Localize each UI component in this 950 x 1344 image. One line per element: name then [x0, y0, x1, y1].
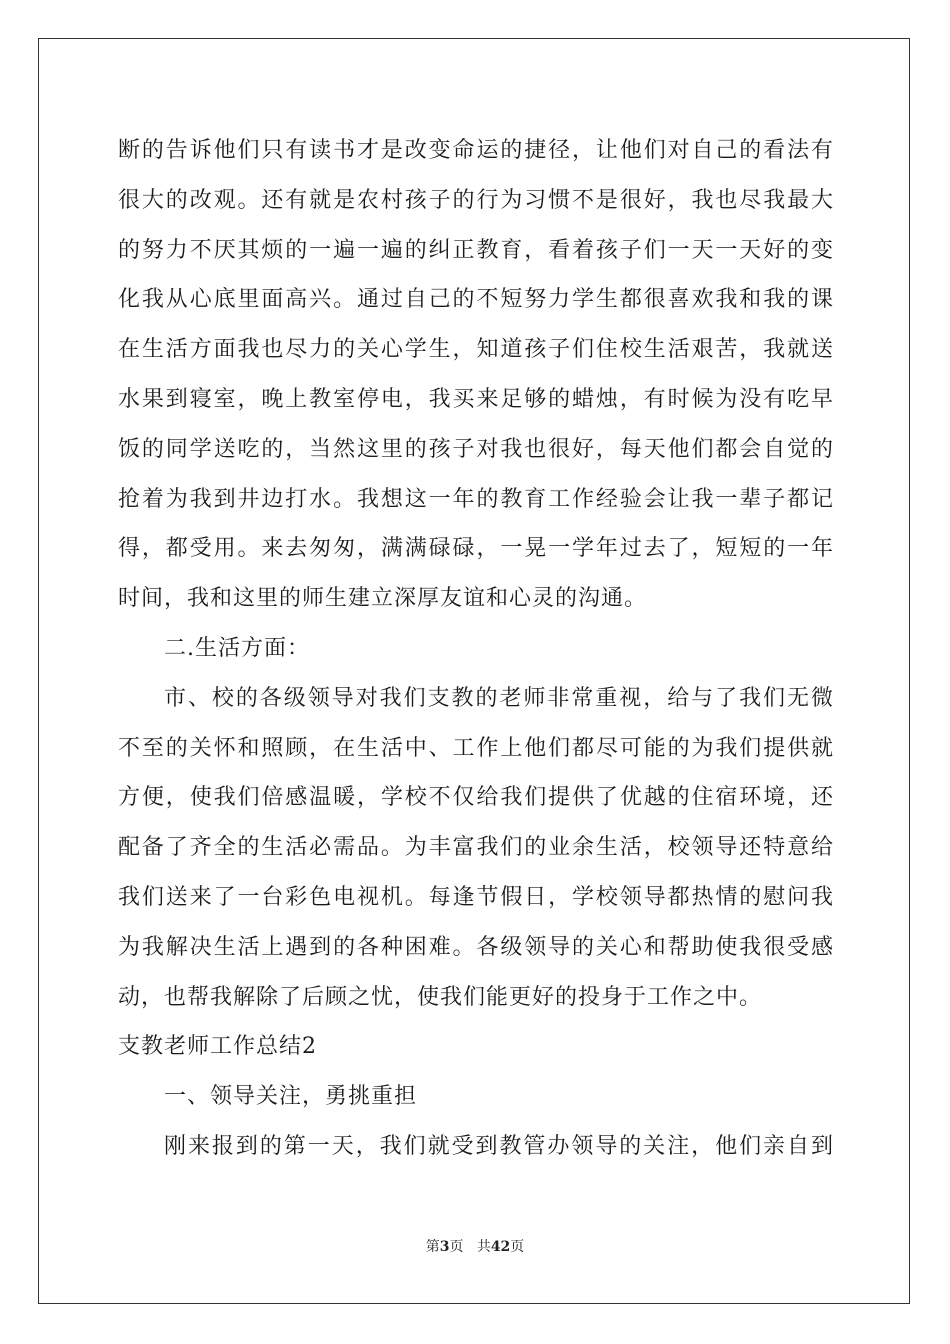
text-line: 配备了齐全的生活必需品。为丰富我们的业余生活，校领导还特意给	[118, 835, 834, 861]
page-prefix: 第	[425, 1239, 440, 1255]
text-line: 不至的关怀和照顾，在生活中、工作上他们都尽可能的为我们提供就	[118, 735, 834, 761]
document-title: 支教老师工作总结2	[118, 1034, 317, 1060]
total-prefix: 共	[476, 1239, 491, 1255]
text-line: 的努力不厌其烦的一遍一遍的纠正教育，看着孩子们一天一天好的变	[118, 237, 834, 263]
page-footer	[0, 1236, 950, 1256]
text-line: 方便，使我们倍感温暖，学校不仅给我们提供了优越的住宿环境，还	[118, 785, 834, 811]
text-line: 化我从心底里面高兴。通过自己的不短努力学生都很喜欢我和我的课	[118, 287, 834, 313]
text-line: 断的告诉他们只有读书才是改变命运的捷径，让他们对自己的看法有	[118, 138, 834, 163]
document-body	[118, 126, 834, 1172]
text-line: 在生活方面我也尽力的关心学生，知道孩子们住校生活艰苦，我就送	[118, 337, 834, 363]
text-line: 水果到寝室，晚上教室停电，我买来足够的蜡烛，有时候为没有吃早	[118, 386, 834, 412]
text-line: 很大的改观。还有就是农村孩子的行为习惯不是很好，我也尽我最大	[118, 187, 834, 213]
text-line: 为我解决生活上遇到的各种困难。各级领导的关心和帮助使我很受感	[118, 934, 834, 960]
text-line: 抢着为我到井边打水。我想这一年的教育工作经验会让我一辈子都记	[118, 486, 834, 512]
text-line: 得，都受用。来去匆匆，满满碌碌，一晃一学年过去了，短短的一年	[118, 536, 834, 562]
text-line: 饭的同学送吃的，当然这里的孩子对我也很好，每天他们都会自觉的	[118, 436, 834, 462]
page-number: 3	[439, 1239, 450, 1255]
text-line: 时间，我和这里的师生建立深厚友谊和心灵的沟通。	[118, 586, 648, 612]
section-heading: 一、领导关注，勇挑重担	[164, 1084, 418, 1110]
page-suffix: 页	[449, 1239, 464, 1255]
text-line: 动，也帮我解除了后顾之忧，使我们能更好的投身于工作之中。	[118, 984, 763, 1010]
text-line: 刚来报到的第一天，我们就受到教管办领导的关注，他们亲自到	[164, 1133, 834, 1159]
section-heading: 二.生活方面：	[164, 635, 310, 661]
text-line: 市、校的各级领导对我们支教的老师非常重视，给与了我们无微	[164, 685, 834, 711]
total-pages: 42	[490, 1239, 511, 1255]
text-line: 我们送来了一台彩色电视机。每逢节假日，学校领导都热情的慰问我	[118, 884, 834, 910]
total-suffix: 页	[510, 1239, 525, 1255]
